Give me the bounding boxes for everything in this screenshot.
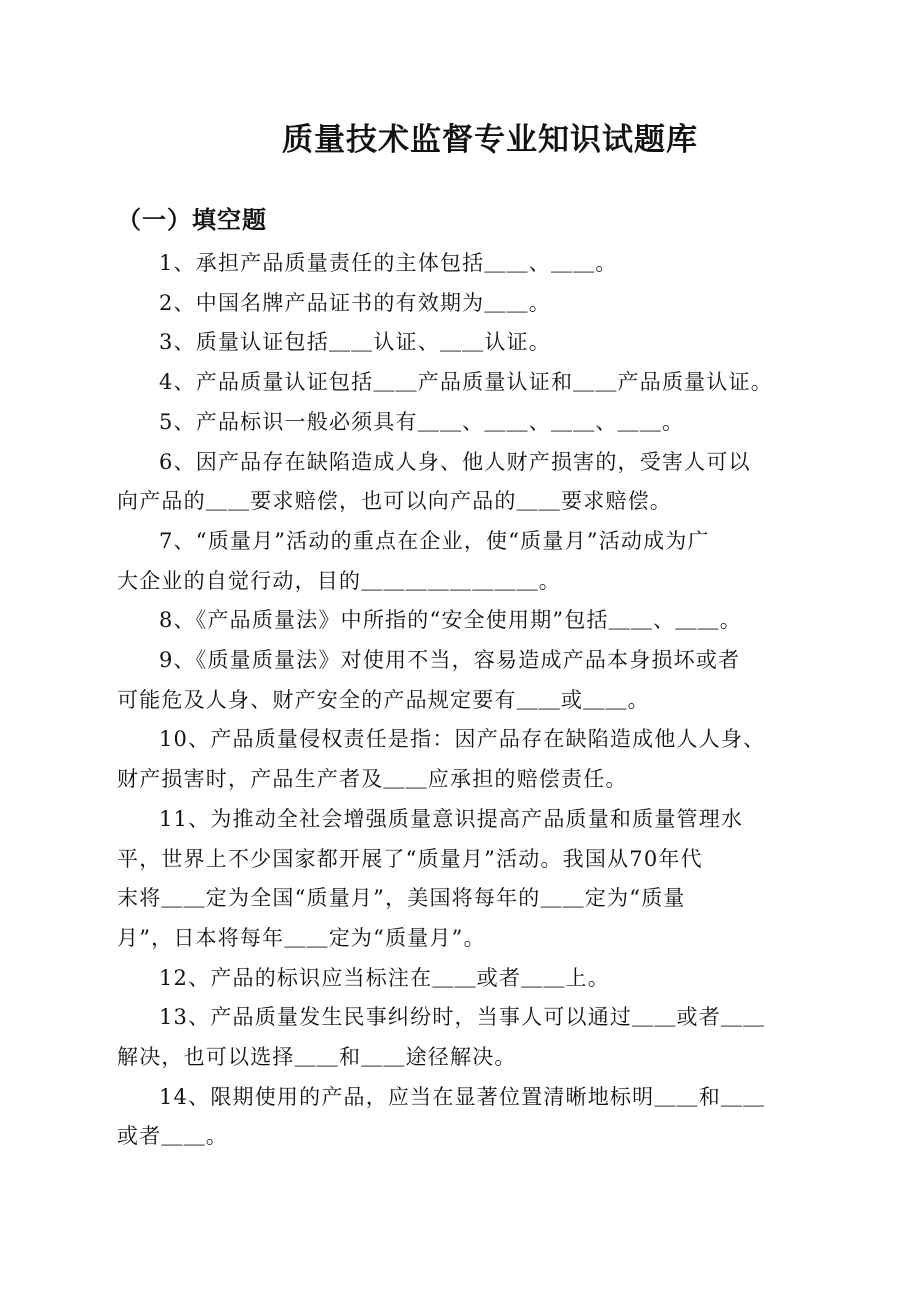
- question-line: 向产品的＿＿要求赔偿，也可以向产品的＿＿要求赔偿。: [117, 489, 672, 514]
- question-item: [117, 363, 812, 403]
- question-line: 11、为推动全社会增强质量意识提高产品质量和质量管理水: [159, 806, 744, 831]
- question-item: [117, 284, 812, 324]
- question-line: 2、中国名牌产品证书的有效期为＿＿。: [159, 290, 551, 315]
- question-line: 5、产品标识一般必须具有＿＿、＿＿、＿＿、＿＿。: [159, 409, 685, 434]
- question-line: 财产损害时，产品生产者及＿＿应承担的赔偿责任。: [117, 767, 628, 792]
- question-line: 解决，也可以选择＿＿和＿＿途径解决。: [117, 1045, 517, 1070]
- question-item: [117, 443, 812, 522]
- question-line: 末将＿＿定为全国“质量月”，美国将每年的＿＿定为“质量: [117, 886, 686, 911]
- question-line: 6、因产品存在缺陷造成人身、他人财产损害的，受害人可以: [159, 449, 751, 474]
- question-item: [117, 522, 812, 601]
- question-line: 可能危及人身、财产安全的产品规定要有＿＿或＿＿。: [117, 687, 650, 712]
- question-item: [117, 601, 812, 641]
- question-line: 8、《产品质量法》中所指的“安全使用期”包括＿＿、＿＿。: [159, 608, 742, 633]
- question-item: [117, 959, 812, 999]
- question-line: 7、“质量月”活动的重点在企业，使“质量月”活动成为广: [159, 528, 710, 553]
- question-line: 14、限期使用的产品，应当在显著位置清晰地标明＿＿和＿＿: [159, 1084, 766, 1109]
- question-line: 1、承担产品质量责任的主体包括＿＿、＿＿。: [159, 251, 618, 275]
- question-item: [117, 641, 812, 720]
- question-line: 月”，日本将每年＿＿定为“质量月”。: [117, 925, 486, 950]
- question-line: 13、产品质量发生民事纠纷时，当事人可以通过＿＿或者＿＿: [159, 1005, 766, 1030]
- question-item: [117, 244, 812, 284]
- question-line: 12、产品的标识应当标注在＿＿或者＿＿上。: [159, 965, 610, 990]
- question-item: [117, 1078, 812, 1157]
- question-list: [117, 244, 812, 1157]
- question-item: [117, 800, 812, 959]
- section-heading: （一）填空题: [117, 206, 267, 234]
- question-line: 平，世界上不少国家都开展了“质量月”活动。我国从70年代: [117, 846, 703, 871]
- question-line: 或者＿＿。: [117, 1124, 228, 1149]
- question-item: [117, 323, 812, 363]
- question-line: 9、《质量质量法》对使用不当，容易造成产品本身损坏或者: [159, 648, 741, 673]
- question-item: [117, 720, 812, 799]
- question-line: 10、产品质量侵权责任是指：因产品存在缺陷造成他人人身、: [159, 727, 766, 752]
- question-line: 3、质量认证包括＿＿认证、＿＿认证。: [159, 330, 551, 355]
- question-line: 大企业的自觉行动，目的＿＿＿＿＿＿＿＿。: [117, 568, 561, 593]
- question-item: [117, 998, 812, 1077]
- document-title: 质量技术监督专业知识试题库: [282, 122, 698, 158]
- question-line: 4、产品质量认证包括＿＿产品质量认证和＿＿产品质量认证。: [159, 370, 773, 395]
- question-item: [117, 403, 812, 443]
